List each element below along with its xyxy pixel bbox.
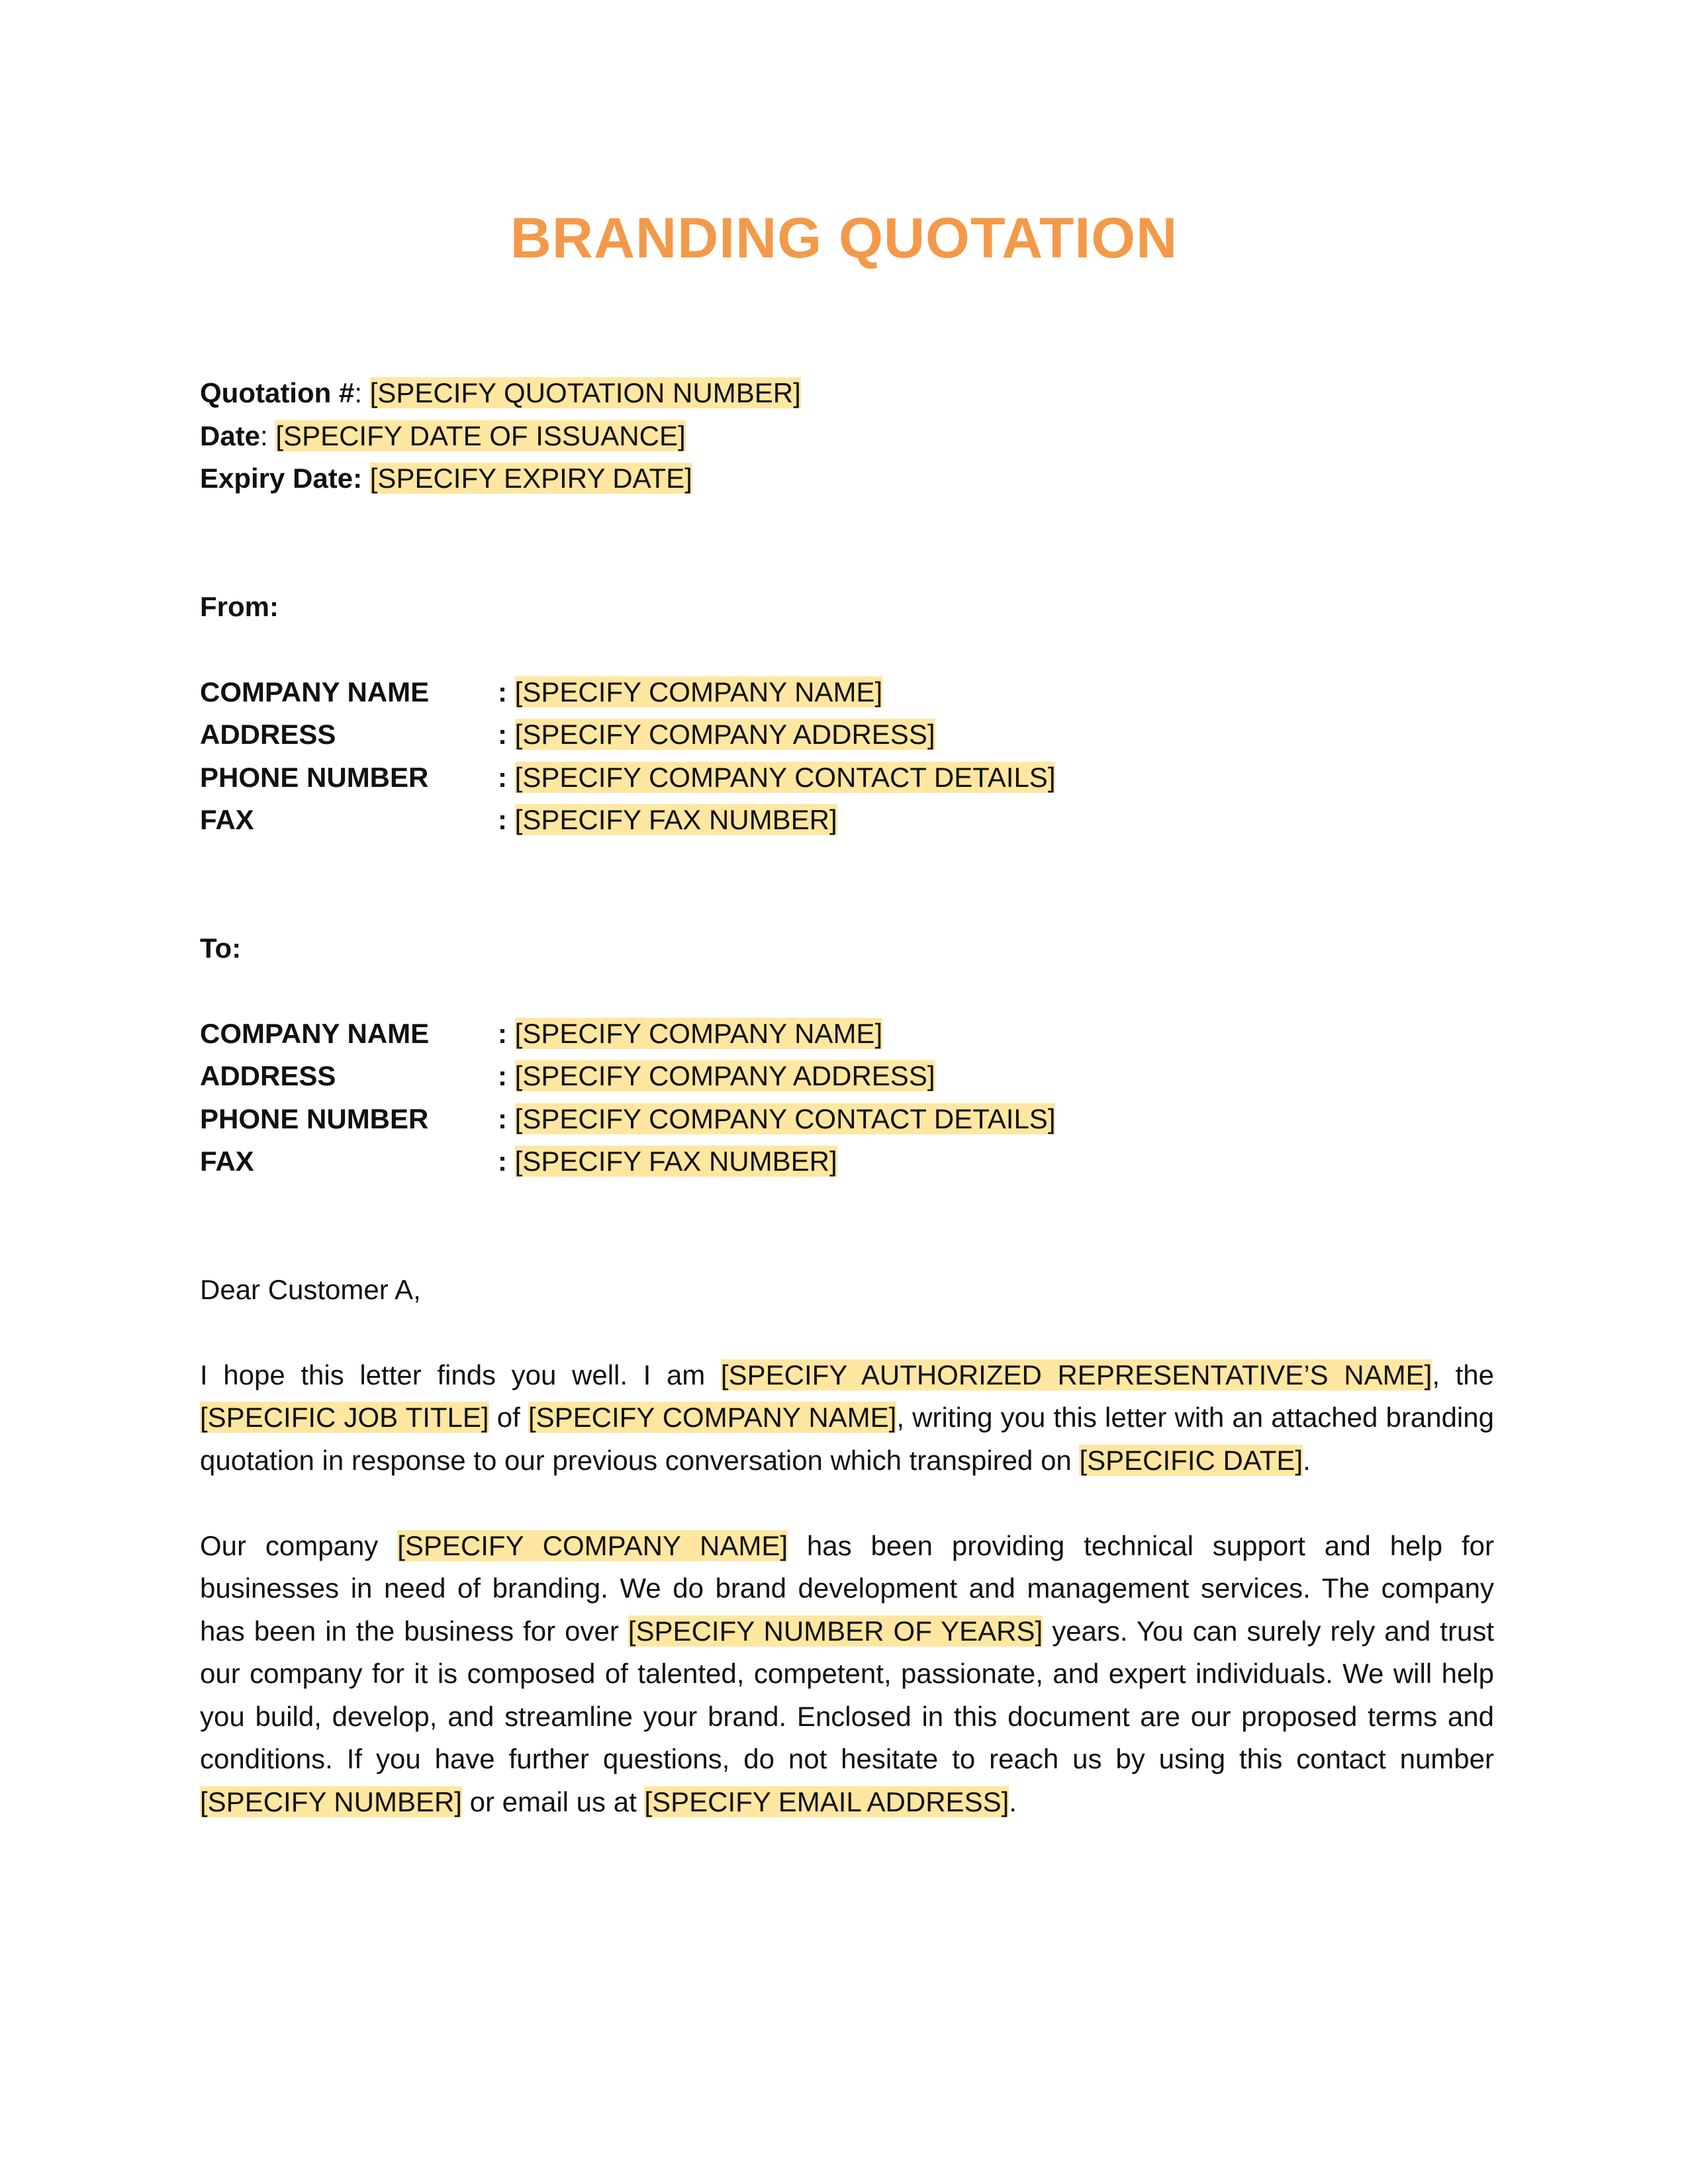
- date-label: Date: [200, 420, 261, 451]
- to-address-row: ADDRESS : [SPECIFY COMPANY ADDRESS]: [200, 1055, 1494, 1098]
- field-value: [SPECIFY COMPANY NAME]: [514, 676, 883, 707]
- field-label: FAX: [200, 1146, 254, 1177]
- field-value: [SPECIFY COMPANY ADDRESS]: [514, 719, 935, 750]
- letter-paragraph-company: Our company [SPECIFY COMPANY NAME] has been providing technical support and help for businesses in need of branding. We do brand development and management services. The company has been in the business for over [SPECIFY NUMBER OF YEARS] years. You can surely rely and trust our company for it is composed of talented, competent, passionate, and expert individuals. We will help you build, develop, and streamline your brand. Enclosed in this document are our proposed terms and conditions. If you have further questions, do not hesitate to reach us by using this contact number [SPECIFY NUMBER] or email us at [SPECIFY EMAIL ADDRESS].: [200, 1529, 1494, 1817]
- field-value: [SPECIFY COMPANY ADDRESS]: [514, 1060, 935, 1091]
- field-label: COMPANY NAME: [200, 1017, 430, 1049]
- field-value: [SPECIFY COMPANY CONTACT DETAILS]: [514, 1103, 1056, 1134]
- from-heading: From:: [200, 590, 279, 622]
- placeholder-highlight: [SPECIFY EMAIL ADDRESS]: [644, 1786, 1009, 1817]
- field-value: [SPECIFY FAX NUMBER]: [514, 1146, 837, 1177]
- quotation-number-line: Quotation #: [SPECIFY QUOTATION NUMBER]: [200, 377, 801, 408]
- placeholder-highlight: [SPECIFIC JOB TITLE]: [200, 1402, 489, 1433]
- letter-paragraph-intro: I hope this letter finds you well. I am [SPECIFY AUTHORIZED REPRESENTATIVE’S NAME], the [SPECIFIC JOB TITLE] of [SPECIFY COMPANY NAME], writing you this letter with an attached branding quotation in response to our previous conversation which transpired on [SPECIFIC DATE].: [200, 1359, 1494, 1476]
- expiry-date-value: [SPECIFY EXPIRY DATE]: [369, 463, 692, 494]
- field-value: [SPECIFY COMPANY CONTACT DETAILS]: [514, 761, 1056, 793]
- from-fax-row: FAX : [SPECIFY FAX NUMBER]: [200, 799, 1494, 842]
- to-phone-number-row: PHONE NUMBER : [SPECIFY COMPANY CONTACT DETAILS]: [200, 1098, 1494, 1141]
- placeholder-highlight: [SPECIFY AUTHORIZED REPRESENTATIVE’S NAME]: [720, 1359, 1432, 1390]
- expiry-date-label: Expiry Date:: [200, 463, 363, 494]
- to-heading: To:: [200, 932, 242, 964]
- expiry-date-line: [200, 457, 1494, 500]
- quotation-number-label: Quotation #: [200, 377, 355, 408]
- field-label: FAX: [200, 804, 254, 835]
- placeholder-highlight: [SPECIFY NUMBER OF YEARS]: [628, 1615, 1043, 1647]
- placeholder-highlight: [SPECIFY NUMBER]: [200, 1786, 462, 1817]
- from-address-row: ADDRESS : [SPECIFY COMPANY ADDRESS]: [200, 713, 1494, 756]
- placeholder-highlight: [SPECIFY COMPANY NAME]: [528, 1402, 897, 1433]
- from-company-name-row: COMPANY NAME : [SPECIFY COMPANY NAME]: [200, 671, 1494, 714]
- to-company-name-row: COMPANY NAME : [SPECIFY COMPANY NAME]: [200, 1013, 1494, 1056]
- field-label: ADDRESS: [200, 719, 336, 750]
- quotation-number-value: [SPECIFY QUOTATION NUMBER]: [369, 377, 801, 408]
- placeholder-highlight: [SPECIFY COMPANY NAME]: [397, 1529, 788, 1561]
- field-value: [SPECIFY COMPANY NAME]: [514, 1017, 883, 1049]
- field-label: COMPANY NAME: [200, 676, 430, 707]
- date-value: [SPECIFY DATE OF ISSUANCE]: [275, 420, 686, 451]
- to-fax-row: FAX : [SPECIFY FAX NUMBER]: [200, 1140, 1494, 1183]
- date-line: Date: [SPECIFY DATE OF ISSUANCE]: [200, 420, 686, 451]
- field-value: [SPECIFY FAX NUMBER]: [514, 804, 837, 835]
- document-body: [200, 372, 1494, 1823]
- field-label: ADDRESS: [200, 1060, 336, 1091]
- field-label: PHONE NUMBER: [200, 1103, 429, 1134]
- placeholder-highlight: [SPECIFIC DATE]: [1079, 1444, 1303, 1476]
- field-label: PHONE NUMBER: [200, 761, 429, 793]
- document-title: BRANDING QUOTATION: [510, 206, 1178, 270]
- salutation: Dear Customer A,: [200, 1273, 421, 1305]
- from-phone-number-row: PHONE NUMBER : [SPECIFY COMPANY CONTACT DETAILS]: [200, 756, 1494, 799]
